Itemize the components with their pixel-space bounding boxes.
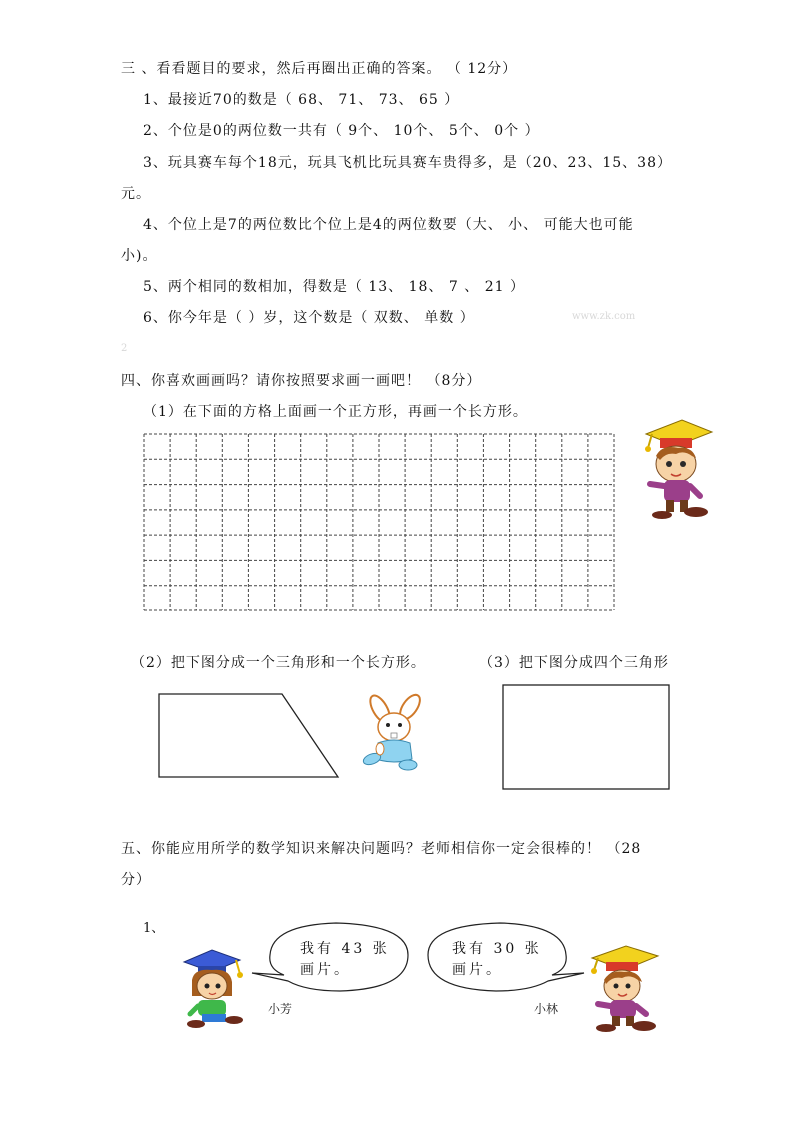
- question-4-line2: 小)。: [121, 248, 158, 264]
- bubble-right-line2: 画片。: [452, 962, 503, 978]
- part-1-instruction: （1）在下面的方格上面画一个正方形，再画一个长方形。: [143, 404, 528, 420]
- bubble-left-line1: 我有 43 张: [300, 941, 390, 957]
- question-2: 2、个位是0的两位数一共有（ 9个、 10个、 5个、 0个 ）: [143, 123, 540, 139]
- dotted-grid: [143, 433, 615, 611]
- question-3-line1: 3、玩具赛车每个18元，玩具飞机比玩具赛车贵得多，是（20、23、15、38）: [143, 155, 672, 171]
- question-1: 1、最接近70的数是（ 68、 71、 73、 65 ）: [143, 92, 460, 108]
- problem-1-label: 1、: [143, 921, 165, 936]
- section5-title-line1: 五、你能应用所学的数学知识来解决问题吗？老师相信你一定会很棒的！ （28: [121, 841, 642, 857]
- rectangle-shape: [502, 684, 670, 790]
- question-3-line2: 元。: [121, 186, 151, 202]
- faint-watermark-text: www.zk.com: [572, 311, 636, 322]
- part-3-instruction: （3）把下图分成四个三角形: [479, 655, 669, 671]
- question-5: 5、两个相同的数相加，得数是（ 13、 18、 7 、 21 ）: [143, 279, 525, 295]
- bubble-left-line2: 画片。: [300, 962, 351, 978]
- part-2-instruction: （2）把下图分成一个三角形和一个长方形。: [131, 655, 426, 671]
- trapezoid-shape: [158, 693, 340, 779]
- rabbit-cartoon-icon: [360, 693, 432, 771]
- name-right: 小林: [534, 1002, 559, 1016]
- boy-cartoon-icon-2: [586, 940, 662, 1034]
- section5-title-line2: 分）: [121, 872, 151, 888]
- boy-cartoon-icon: [638, 412, 714, 522]
- faint-mark: 2: [121, 343, 128, 354]
- grid-svg: [143, 433, 615, 611]
- girl-cartoon-icon: [182, 944, 252, 1030]
- section4-title: 四、你喜欢画画吗？请你按照要求画一画吧！ （8分）: [121, 373, 482, 389]
- question-4-line1: 4、个位上是7的两位数比个位上是4的两位数要（大、 小、 可能大也可能: [143, 217, 634, 233]
- name-left: 小芳: [268, 1002, 293, 1016]
- bubble-right-line1: 我有 30 张: [452, 941, 542, 957]
- section3-title: 三 、看看题目的要求，然后再圈出正确的答案。 （ 12分）: [121, 61, 518, 77]
- question-6: 6、你今年是（ ）岁，这个数是（ 双数、 单数 ）: [143, 310, 475, 326]
